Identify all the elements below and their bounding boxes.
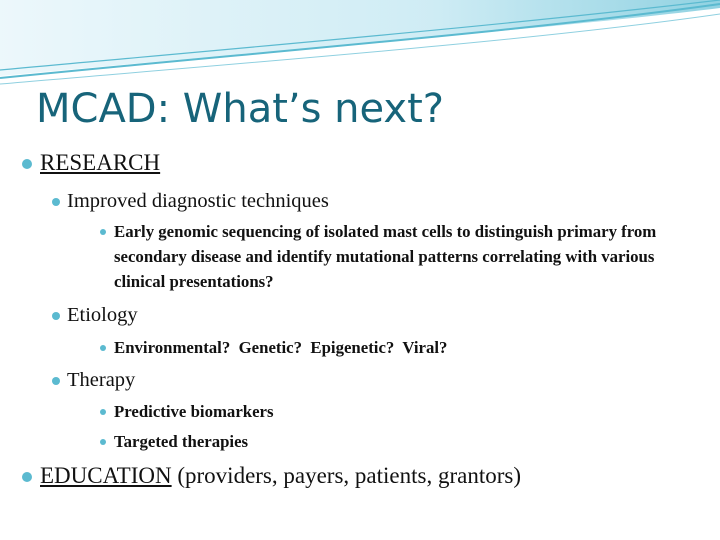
bullet-dot [22, 159, 32, 169]
bullet-research [22, 150, 160, 176]
research-heading: RESEARCH [40, 150, 161, 175]
bullet-etiology [52, 303, 138, 327]
etiology-factors-text: Environmental? Genetic? Epigenetic? Viral? [114, 338, 448, 357]
bullet-dot [100, 345, 106, 351]
bullet-dot [52, 312, 60, 320]
bullet-targeted-therapies [100, 429, 248, 454]
education-detail: (providers, payers, patients, grantors) [171, 463, 521, 488]
bullet-dot [22, 472, 32, 482]
bullet-dot [100, 439, 106, 445]
diagnostics-label: Improved diagnostic techniques [67, 190, 329, 212]
slide-title: MCAD: What’s next? [36, 86, 445, 132]
bullet-etiology-factors [100, 335, 447, 360]
predictive-biomarkers-text: Predictive biomarkers [114, 402, 274, 421]
bullet-diagnostics [52, 189, 329, 213]
therapy-label: Therapy [67, 369, 136, 391]
header-swoosh-decoration [0, 0, 720, 90]
bullet-predictive-biomarkers [100, 399, 274, 424]
education-heading: EDUCATION [40, 463, 172, 488]
genomic-sequencing-text: Early genomic sequencing of isolated mast cells to distinguish primary from secondary disease and identify mutational patterns correlating with various clinical presentations? [114, 222, 657, 291]
bullet-dot [100, 409, 106, 415]
etiology-label: Etiology [67, 304, 138, 326]
bullet-therapy [52, 368, 135, 392]
bullet-dot [52, 198, 60, 206]
bullet-education [22, 463, 521, 489]
targeted-therapies-text: Targeted therapies [114, 432, 249, 451]
bullet-dot [100, 229, 106, 235]
bullet-genomic-sequencing [100, 219, 709, 294]
bullet-dot [52, 377, 60, 385]
